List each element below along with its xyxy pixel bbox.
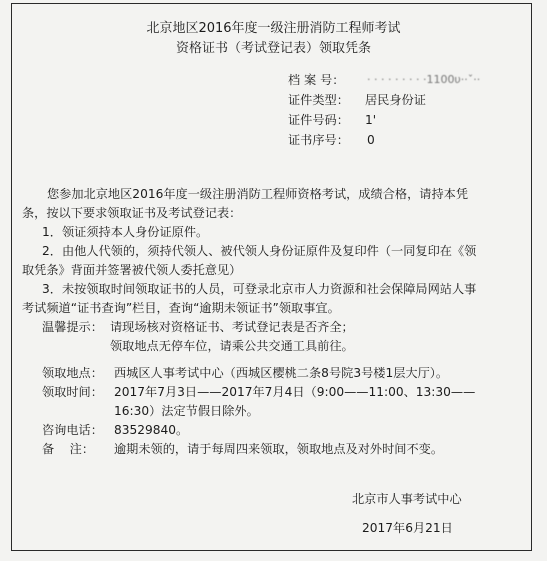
requirement-2-line-1: 2．由他人代领的，须持代领人、被代领人身份证原件及复印件（一同复印在《领 — [42, 244, 477, 258]
title-line-2: 资格证书（考试登记表）领取凭条 — [175, 41, 371, 56]
id-type-label: 证件类型： — [288, 93, 349, 107]
note-value: 逾期未领的，请于每周四来领取，领取地点及对外时间不变。 — [114, 442, 444, 456]
requirement-3-line-1: 3．未按领取时间领取证书的人员，可登录北京市人力资源和社会保障局网站人事 — [42, 282, 477, 296]
issue-date: 2017年6月21日 — [362, 521, 453, 535]
time-label: 领取时间： — [42, 385, 103, 399]
intro-line-1: 您参加北京地区2016年度一级注册消防工程师资格考试，成绩合格，请持本凭 — [47, 187, 469, 201]
time-line-2: 16:30）法定节假日除外。 — [114, 404, 259, 418]
requirement-1: 1．领证须持本人身份证原件。 — [42, 225, 209, 239]
tip-line-2: 领取地点无停车位，请乘公共交通工具前往。 — [110, 339, 354, 353]
requirement-3-line-2: 考试频道“证书查询”栏目，查询“逾期未领证书”领取事宜。 — [22, 301, 340, 315]
time-line-1: 2017年7月3日——2017年7月4日（9:00——11:00、13:30—— — [114, 385, 476, 399]
phone-value: 83529840。 — [114, 423, 189, 437]
tip-label: 温馨提示： — [42, 320, 103, 334]
issuer: 北京市人事考试中心 — [352, 492, 462, 506]
id-type-value: 居民身份证 — [365, 93, 426, 107]
title-line-1: 北京地区2016年度一级注册消防工程师考试 — [146, 21, 401, 36]
intro-line-2: 条，按以下要求领取证书及考试登记表： — [22, 206, 242, 220]
phone-label: 咨询电话： — [42, 423, 103, 437]
certificate-sequence-value: 0 — [367, 133, 375, 147]
archive-number-label: 档 案 号： — [288, 73, 345, 87]
id-number-label: 证件号码： — [288, 113, 349, 127]
id-number-value: 1' — [365, 113, 377, 127]
certificate-sequence-label: 证书序号： — [288, 133, 349, 147]
requirement-2-line-2: 取凭条》背面并签署被代领人委托意见） — [22, 263, 242, 277]
location-value: 西城区人事考试中心（西城区樱桃二条8号院3号楼1层大厅）。 — [114, 366, 449, 380]
note-label: 备 注： — [42, 442, 95, 456]
location-label: 领取地点： — [42, 366, 103, 380]
archive-number-value: · · · · · · · · ·1100υ··ˇ·· — [367, 73, 481, 86]
tip-line-1: 请现场核对资格证书、考试登记表是否齐全； — [110, 320, 354, 334]
